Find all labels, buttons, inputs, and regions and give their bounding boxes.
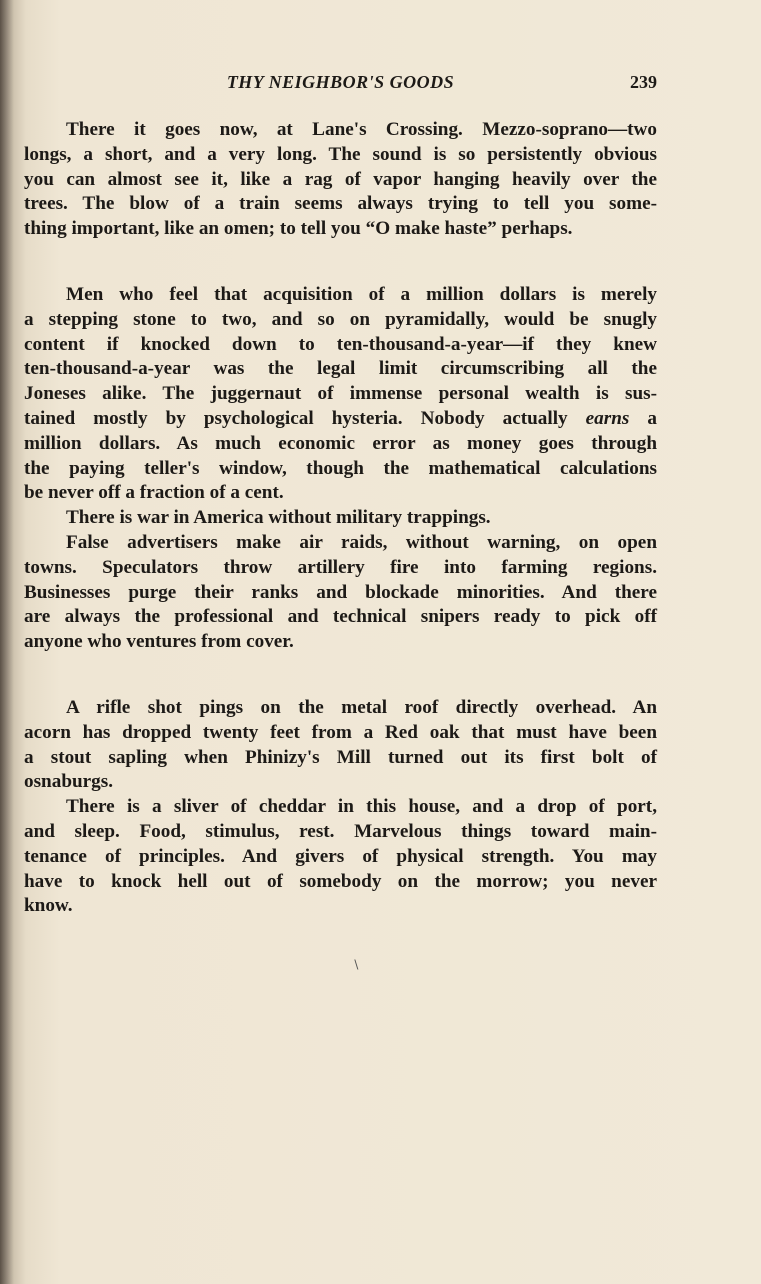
paragraph: [24, 696, 657, 795]
text-line: [24, 407, 657, 432]
paragraph: [24, 795, 657, 919]
text-line: Businesses purge their ranks and blockade minorities. And there: [24, 581, 657, 603]
running-head: THY NEIGHBOR'S GOODS: [226, 72, 455, 92]
italic-word: earns: [585, 407, 630, 429]
text-line: million dollars. As much economic error as money goes through: [24, 432, 657, 454]
text-line: There is a sliver of cheddar in this house, and a drop of port,: [66, 796, 657, 818]
text-line: and sleep. Food, stimulus, rest. Marvelous things toward main-: [24, 820, 657, 842]
text-section: [24, 531, 657, 655]
text-line: osnaburgs.: [24, 771, 114, 793]
text-line: be never off a fraction of a cent.: [24, 482, 284, 504]
text-line: trees. The blow of a train seems always trying to tell you some-: [24, 193, 657, 215]
text-line: anyone who ventures from cover.: [24, 631, 294, 653]
text-section: [24, 283, 657, 531]
text-line: acorn has dropped twenty feet from a Red oak that must have been: [24, 721, 657, 743]
text-line: A rifle shot pings on the metal roof directly overhead. An: [66, 696, 657, 718]
text-line: thing important, like an omen; to tell you “O make haste” perhaps.: [24, 218, 573, 240]
text-line: a stout sapling when Phinizy's Mill turned out its first bolt of: [24, 746, 657, 768]
text-line: you can almost see it, like a rag of vapor hanging heavily over the: [24, 168, 657, 190]
ink-mark: ∖: [352, 958, 360, 972]
paragraph: [24, 531, 657, 655]
text-line: know.: [24, 895, 73, 917]
text-segment: a: [629, 407, 657, 429]
text-line: have to knock hell out of somebody on the morrow; you never: [24, 870, 657, 892]
text-line: longs, a short, and a very long. The sound is so persistently obvious: [24, 143, 657, 165]
text-line: There is war in America without military trappings.: [66, 507, 491, 529]
text-line: False advertisers make air raids, without warning, on open: [66, 531, 657, 553]
text-line: a stepping stone to two, and so on pyramidally, would be snugly: [24, 308, 657, 330]
page-body: [24, 118, 657, 919]
text-section: [24, 696, 657, 919]
page-header: [24, 72, 657, 100]
text-line: are always the professional and technical snipers ready to pick off: [24, 606, 657, 628]
text-segment: tained mostly by psychological hysteria. Nobody actually: [24, 407, 586, 429]
text-line: towns. Speculators throw artillery fire into farming regions.: [24, 556, 657, 578]
text-line: There it goes now, at Lane's Crossing. Mezzo-soprano—two: [66, 119, 657, 140]
text-line: the paying teller's window, though the mathematical calculations: [24, 457, 657, 479]
text-section: [24, 118, 657, 242]
paragraph: [24, 506, 657, 531]
text-line: Men who feel that acquisition of a million dollars is merely: [66, 283, 657, 305]
page-number: 239: [630, 72, 657, 92]
text-line: tenance of principles. And givers of physical strength. You may: [24, 845, 657, 867]
paragraph: [24, 283, 657, 506]
text-line: content if knocked down to ten-thousand-a-year—if they knew: [24, 333, 657, 355]
text-line: ten-thousand-a-year was the legal limit circumscribing all the: [24, 358, 657, 380]
paragraph: [24, 118, 657, 242]
text-line: Joneses alike. The juggernaut of immense personal wealth is sus-: [24, 383, 657, 405]
